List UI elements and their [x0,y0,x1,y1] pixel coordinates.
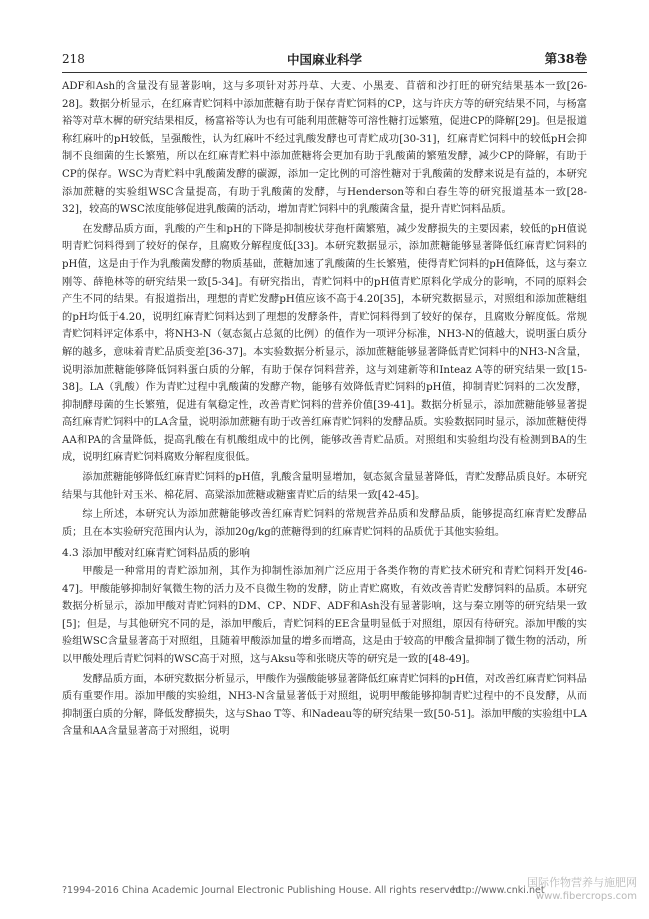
article-body [62,78,587,743]
page-number: 218 [62,52,85,66]
watermark-title: 国际作物营养与施肥网 [527,876,637,889]
page-header [62,46,587,73]
footer-url[interactable]: http://www.cnki.net [452,885,545,896]
paragraph-1: ADF和Ash的含量没有显著影响，这与多项针对苏丹草、大麦、小黑麦、苜蓿和沙打旺的研究结果基本一致[26-28]。数据分析显示，在红麻青贮饲料中添加蔗糖有助于保存青贮饲料的CP，这与许庆方等的研究结果不同，与杨富裕等对草木樨的研究结果相反，杨富裕等认为也有可能利用蔗糖等可溶性糖打远繁殖，促进CP的降解[29]。但是报道称红麻叶的pH较低，呈强酸性，认为红麻叶不经过乳酸发酵也可青贮成功[30-31]，红麻青贮饲料中的较低pH会抑制不良细菌的生长繁殖，所以在红麻青贮料中添加蔗糖将会更加有助于乳酸菌的繁殖发酵，减少CP的降解，有助于CP的保存。WSC为青贮料中乳酸菌发酵的碳源，添加一定比例的可溶性糖对于乳酸菌的发酵来说是有益的，本研究添加蔗糖的实验组WSC含量提高，有助于乳酸菌的发酵，与Henderson等和白春生等的研究报道基本一致[28-32]，较高的WSC浓度能够促进乳酸菌的活动，增加青贮饲料中的乳酸菌含量，提升青贮饲料品质。 [62,81,587,216]
journal-name: 中国麻业科学 [286,52,362,67]
watermark-site: www.fibercrops.com [535,891,637,902]
paragraph-6: 发酵品质方面，本研究数据分析显示，甲酸作为强酸能够显著降低红麻青贮饲料的pH值，对改善红麻青贮饲料品质有重要作用。添加甲酸的实验组，NH3-N含量显著低于对照组，说明甲酸能够抑制青贮过程中的不良发酵，从而抑制蛋白质的分解，降低发酵损失，这与Shao T等、和Nadeau等的研究结果一致[50-51]。添加甲酸的实验组中LA含量和AA含量显著高于对照组，说明 [62,673,587,738]
volume-label: 第38卷 [544,51,587,66]
paragraph-3: 添加蔗糖能够降低红麻青贮饲料的pH值，乳酸含量明显增加，氨态氮含量显著降低，青贮发酵品质良好。本研究结果与其他针对玉米、棉花屑、高粱添加蔗糖或糖蜜青贮后的结果一致[42-45]。 [62,472,587,501]
copyright-text: ?1994-2016 China Academic Journal Electronic Publishing House. All rights reserved. [62,885,465,896]
paragraph-5: 甲酸是一种常用的青贮添加剂，其作为抑制性添加剂广泛应用于各类作物的青贮技术研究和青贮饲料开发[46-47]。甲酸能够抑制好氧微生物的活力及不良微生物的发酵，防止青贮腐败，有效改善青贮发酵饲料的品质。本研究数据分析显示，添加甲酸对青贮饲料的DM、CP、NDF、ADF和Ash没有显著影响，这与秦立刚等的研究结果一致[5]；但是，与其他研究不同的是，添加甲酸后，青贮饲料的EE含量明显低于对照组，原因有待研究。添加甲酸的实验组WSC含量显著高于对照组，且随着甲酸添加量的增多而增高，这是由于较高的甲酸含量抑制了微生物的活动，所以甲酸处理后青贮饲料的WSC高于对照，这与Aksu等和张晓庆等的研究是一致的[48-49]。 [62,566,587,665]
section-heading: 4.3 添加甲酸对红麻青贮饲料品质的影响 [62,547,251,560]
paragraph-2: 在发酵品质方面，乳酸的产生和pH的下降是抑制梭状芽孢杆菌繁殖，减少发酵损失的主要因素，较低的pH值说明青贮饲料得到了较好的保存，且腐败分解程度低[33]。本研究数据显示，添加蔗糖能够显著降低红麻青贮饲料的pH值，这是由于作为乳酸菌发酵的物质基础，蔗糖加速了乳酸菌的生长繁殖，使得青贮饲料的pH值降低，这与秦立刚等、薛艳林等的研究结果一致[5-34]。有研究指出，青贮饲料中的pH值青贮原料化学成分的影响，不同的原料会产生不同的结果。有报道指出，理想的青贮发酵pH值应该不高于4.20[35]，本研究数据显示，对照组和添加蔗糖组的pH均低于4.20，说明红麻青贮饲料达到了理想的发酵条件，青贮饲料得到了较好的保存，且腐败分解度低。常规青贮饲料评定体系中，将NH3-N（氨态氮占总氮的比例）的值作为一项评分标准，NH3-N的值越大，说明蛋白质分解的越多，意味着青贮品质变差[36-37]。本实验数据分析显示，添加蔗糖能够显著降低青贮饲料中的NH3-N含量，说明添加蔗糖能够降低饲料蛋白质的分解，有助于保存饲料营养，这与刘建新等和Inteaz A等的研究结果一致[15-38]。LA（乳酸）作为青贮过程中乳酸菌的发酵产物，能够有效降低青贮饲料的pH值，抑制青贮饲料的二次发酵，抑制酵母菌的生长繁殖，促进有氧稳定性，改善青贮饲料的营养价值[39-41]。数据分析显示，添加蔗糖能够显著提高红麻青贮饲料中的LA含量，说明添加蔗糖有助于改善红麻青贮饲料的发酵品质。实验数据同时显示，添加蔗糖使得AA和PA的含量降低，提高乳酸在有机酸组成中的比例，能够改善青贮品质。对照组和实验组均没有检测到BA的生成，说明红麻青贮饲料腐败分解程度很低。 [62,223,587,464]
paragraph-4: 综上所述，本研究认为添加蔗糖能够改善红麻青贮饲料的常规营养品质和发酵品质，能够提高红麻青贮发酵品质；且在本实验研究范围内认为，添加20g/kg的蔗糖得到的红麻青贮饲料的品质优于其他实验组。 [62,509,587,538]
watermark [487,876,637,904]
